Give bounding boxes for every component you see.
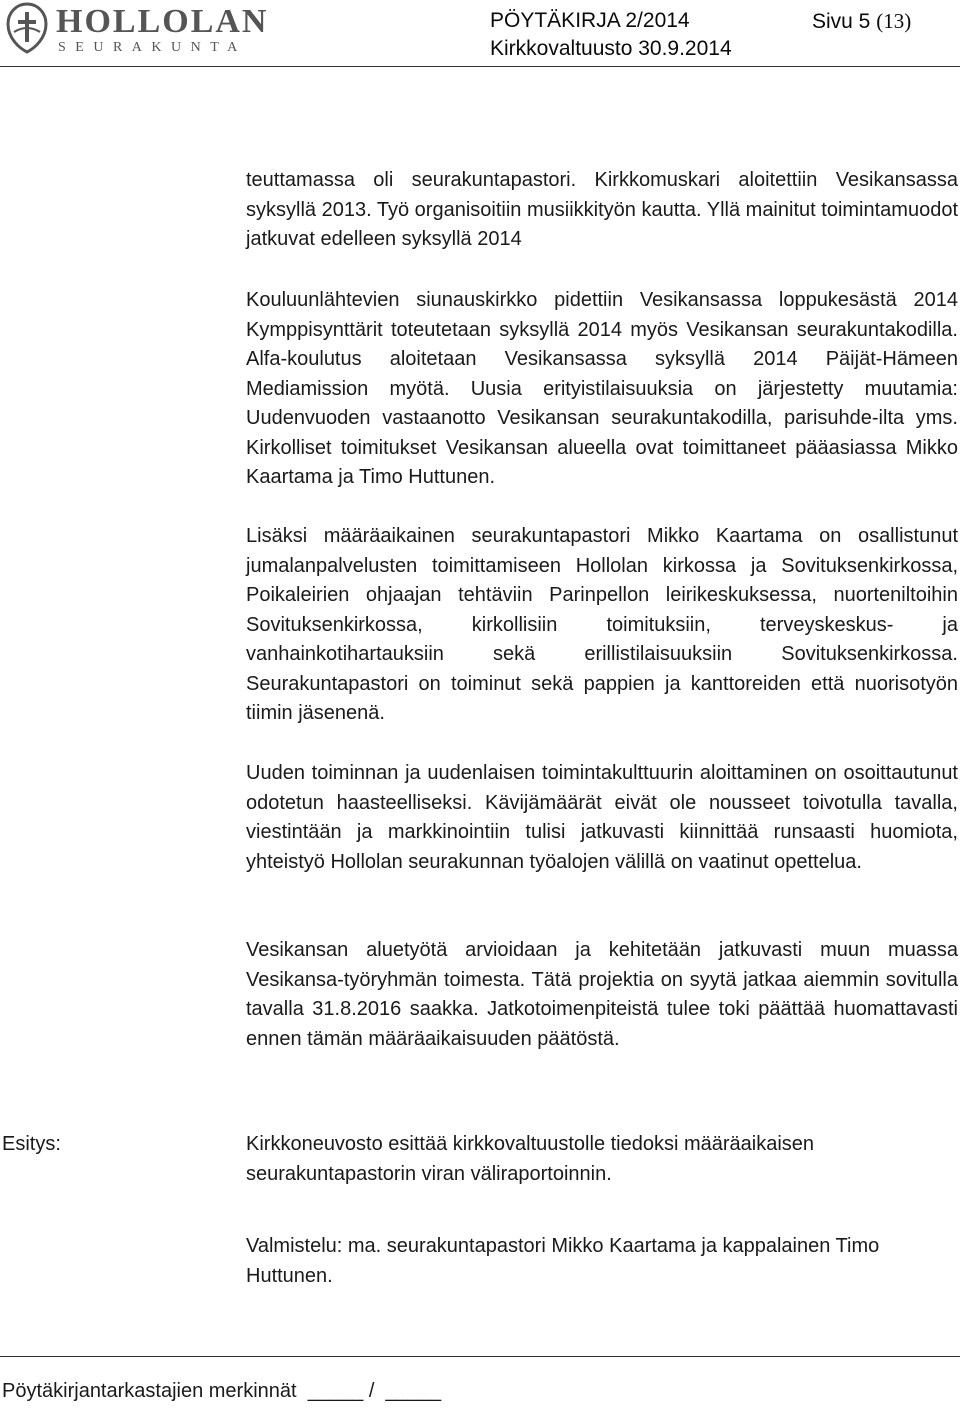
proposal-label: Esitys: [2, 1133, 61, 1155]
header-divider [0, 66, 960, 67]
paragraph-3: Lisäksi määräaikainen seurakuntapastori Mikko Kaartama on osallistunut jumalanpalvelusten toimittamiseen Hollolan kirkossa ja Sovituksenkirkossa, Poikaleirien ohjaajan tehtäviin Parinpellon leirikeskuksessa, nuorteniltoihin Sovituksenkirkossa, kirkollisiin toimituksiin, terveyskeskus- ja vanhainkotihartauksiin sekä erillistilaisuuksiin Sovituksenkirkossa. Seurakuntapastori on toiminut sekä pappien ja kanttoreiden että nuorisotyön tiimin jäsenenä. [246, 525, 958, 724]
paragraph-1: teuttamassa oli seurakuntapastori. Kirkkomuskari aloitettiin Vesikansassa syksyllä 2013. Työ organisoitiin musiikkityön kautta. Yllä mainitut toimintamuodot jatkuvat edelleen syksyllä 2014 [246, 169, 958, 250]
footer-reviewers-marks: Pöytäkirjantarkastajien merkinnät _____ / _____ [2, 1380, 442, 1402]
church-emblem-icon [4, 2, 50, 54]
paragraph-4: Uuden toiminnan ja uudenlaisen toimintakulttuurin aloittaminen on osoittautunut odotetun haasteelliseksi. Kävijämäärät eivät ole nousseet toivotulla tavalla, viestintään ja markkinointiin tulisi jatkuvasti kiinnittää runsaasti huomiota, yhteistyö Hollolan seurakunnan työalojen välillä on vaatinut opettelua. [246, 762, 958, 873]
proposal-text: Kirkkoneuvosto esittää kirkkovaltuustolle tiedoksi määräaikaisen seurakuntapastorin viran väliraportoinnin. [246, 1133, 815, 1185]
hollolan-seurakunta-logo [4, 2, 276, 60]
document-title: PÖYTÄKIRJA 2/2014 [490, 9, 690, 32]
logo-subtitle: SEURAKUNTA [58, 40, 247, 55]
logo-name: HOLLOLAN [56, 3, 269, 40]
paragraph-5: Vesikansan aluetyötä arvioidaan ja kehitetään jatkuvasti muun muassa Vesikansa-työryhmän toimesta. Tätä projektia on syytä jatkaa aiemmin sovitulla tavalla 31.8.2016 saakka. Jatkotoimenpiteistä tulee toki päättää huomattavasti ennen tämän määräaikaisuuden päätöstä. [246, 939, 958, 1050]
page-label: Sivu 5 [812, 10, 877, 33]
document-subtitle: Kirkkovaltuusto 30.9.2014 [490, 37, 732, 60]
footer-divider [0, 1356, 960, 1357]
page-total: (13) [876, 9, 912, 33]
preparer-text: Valmistelu: ma. seurakuntapastori Mikko Kaartama ja kappalainen Timo Huttunen. [246, 1235, 880, 1287]
page-header [0, 0, 960, 70]
page-number [812, 8, 911, 35]
paragraph-2: Kouluunlähtevien siunauskirkko pidettiin Vesikansassa loppukesästä 2014 Kymppisynttärit toteutetaan syksyllä 2014 myös Vesikansan seurakuntakodilla. Alfa-koulutus aloitetaan Vesikansassa syksyllä 2014 Päijät-Hämeen Mediamission myötä. Uusia erityistilaisuuksia on järjestetty muutamia: Uudenvuoden vastaanotto Vesikansan seurakuntakodilla, parisuhde-ilta yms. Kirkolliset toimitukset Vesikansan alueella ovat toimittaneet pääasiassa Mikko Kaartama ja Timo Huttunen. [246, 289, 958, 488]
